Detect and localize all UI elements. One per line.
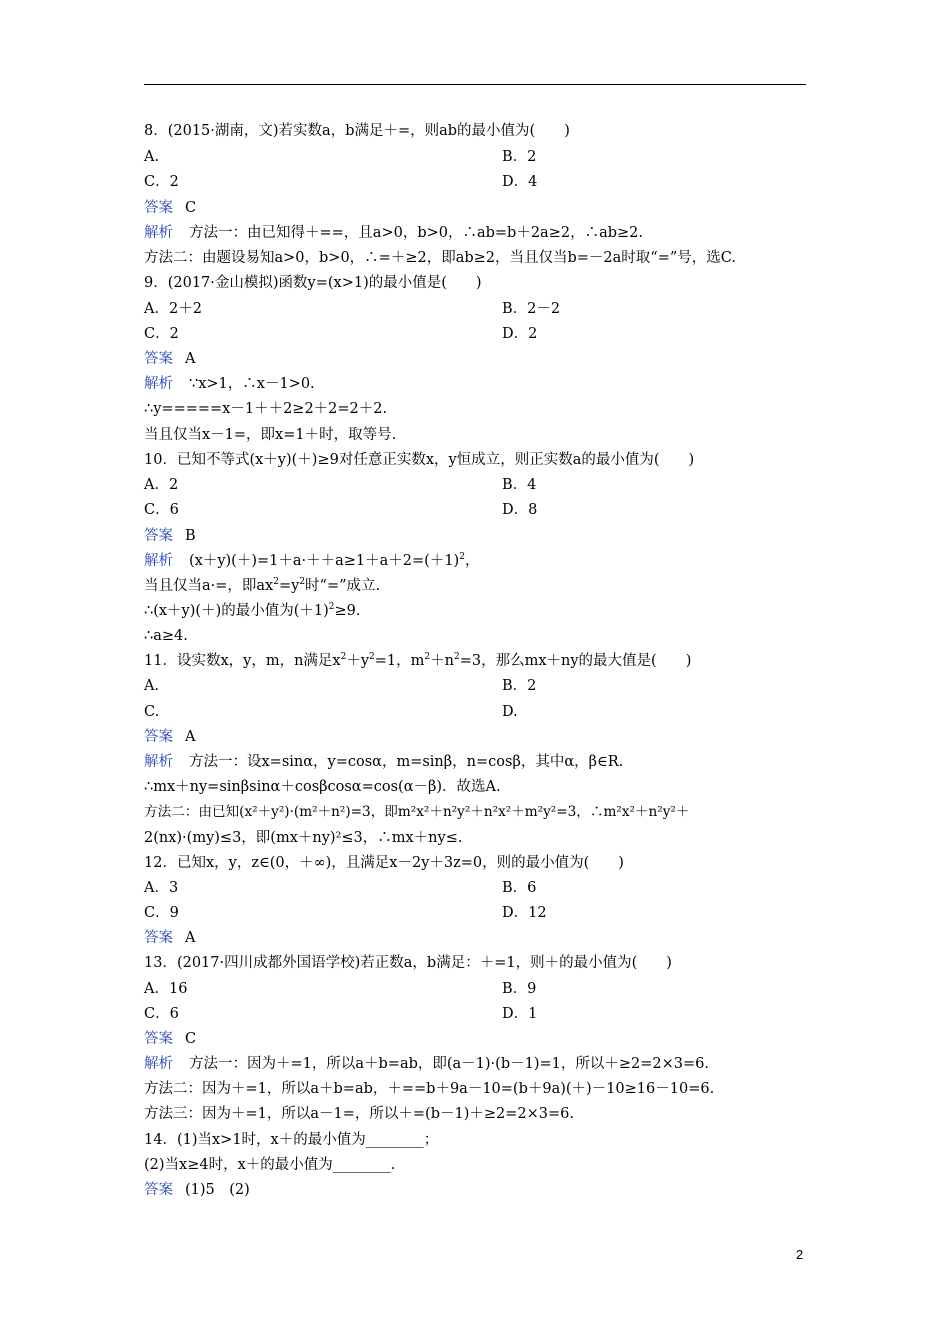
q9-option-b: B．2－2 bbox=[502, 301, 561, 317]
q10-analysis-1-end: ， bbox=[464, 553, 480, 569]
q11-stem-b: ＋y bbox=[346, 653, 370, 669]
q13-analysis-1: 方法一：因为＋=1，所以a＋b=ab，即(a－1)·(b－1)=1，所以＋≥2=2×3=6. bbox=[189, 1056, 709, 1072]
q14-line-1: 14．(1)当x>1时，x＋的最小值为________； bbox=[144, 1132, 439, 1148]
q13-answer: C bbox=[185, 1031, 197, 1047]
answer-label: 答案 bbox=[144, 1182, 173, 1198]
q10-answer: B bbox=[185, 528, 196, 544]
q11-analysis-line bbox=[144, 752, 623, 772]
superscript: 2 bbox=[459, 552, 465, 562]
q9-option-c: C．2 bbox=[144, 326, 179, 342]
q11-analysis-2: ∴mx＋ny=sinβsinα＋cosβcosα=cos(α－β)．故选A. bbox=[144, 779, 501, 795]
q8-option-c: C．2 bbox=[144, 174, 179, 190]
q10-answer-line bbox=[144, 526, 196, 546]
q14-answer-line bbox=[144, 1180, 250, 1200]
q9-analysis-1: ∵x>1，∴x－1>0. bbox=[189, 376, 315, 392]
q9-option-d: D．2 bbox=[502, 326, 538, 342]
q8-analysis-line bbox=[144, 223, 643, 243]
q12-option-b: B．6 bbox=[502, 880, 537, 896]
q11-option-c: C. bbox=[144, 704, 160, 720]
q9-analysis-line bbox=[144, 374, 315, 394]
superscript: 2 bbox=[340, 652, 347, 662]
q11-answer: A bbox=[185, 729, 196, 745]
q11-stem bbox=[144, 651, 691, 671]
q8-option-b: B．2 bbox=[502, 149, 537, 165]
q10-option-b: B．4 bbox=[502, 477, 537, 493]
q13-answer-line bbox=[144, 1029, 196, 1049]
superscript: 2 bbox=[424, 652, 431, 662]
answer-label: 答案 bbox=[144, 528, 173, 544]
analysis-label: 解析 bbox=[144, 754, 173, 770]
q10-stem: 10．已知不等式(x＋y)(＋)≥9对任意正实数x，y恒成立，则正实数a的最小值为( ) bbox=[144, 452, 695, 468]
superscript: 2 bbox=[328, 602, 335, 612]
q8-analysis-2: 方法二：由题设易知a>0，b>0，∴=＋≥2，即ab≥2，当且仅当b=－2a时取“=”号，选C. bbox=[144, 250, 736, 266]
q9-option-a: A．2＋2 bbox=[144, 301, 202, 317]
q10-option-a: A．2 bbox=[144, 477, 179, 493]
answer-label: 答案 bbox=[144, 1031, 173, 1047]
analysis-label: 解析 bbox=[144, 225, 173, 241]
analysis-label: 解析 bbox=[144, 553, 173, 569]
q10-analysis-3b: ≥9. bbox=[334, 603, 361, 619]
q11-analysis-3: 方法二：由已知(x²＋y²)·(m²＋n²)=3，即m²x²＋n²y²＋n²x²＋m²y²=3，∴m²x²＋n²y²＋ bbox=[144, 804, 690, 820]
q8-stem: 8．(2015·湖南，文)若实数a，b满足＋=，则ab的最小值为( ) bbox=[144, 123, 570, 139]
q12-answer-line bbox=[144, 928, 195, 948]
q11-analysis-1: 方法一：设x=sinα，y=cosα，m=sinβ，n=cosβ，其中α，β∈R. bbox=[189, 754, 624, 770]
q9-answer: A bbox=[185, 351, 196, 367]
q10-analysis-2a: 当且仅当a·=，即ax bbox=[144, 578, 274, 594]
q10-analysis-2 bbox=[144, 576, 380, 596]
q10-analysis-2b: =y bbox=[278, 578, 300, 594]
q10-analysis-line bbox=[144, 551, 479, 571]
q10-option-d: D．8 bbox=[502, 502, 538, 518]
answer-label: 答案 bbox=[144, 200, 173, 216]
q13-analysis-2: 方法二：因为＋=1，所以a＋b=ab，＋==b＋9a－10=(b＋9a)(＋)－10≥16－10=6. bbox=[144, 1081, 715, 1097]
header-rule bbox=[144, 84, 806, 85]
superscript: 2 bbox=[273, 577, 279, 587]
q9-analysis-2: ∴y=====x－1＋＋2≥2＋2=2＋2. bbox=[144, 401, 388, 417]
answer-label: 答案 bbox=[144, 729, 173, 745]
q11-analysis-4: 2(nx)·(my)≤3，即(mx＋ny)²≤3，∴mx＋ny≤. bbox=[144, 830, 463, 846]
q8-option-d: D．4 bbox=[502, 174, 538, 190]
q13-option-a: A．16 bbox=[144, 981, 188, 997]
q12-option-a: A．3 bbox=[144, 880, 179, 896]
q11-stem-c: =1，m bbox=[374, 653, 425, 669]
analysis-label: 解析 bbox=[144, 376, 173, 392]
superscript: 2 bbox=[369, 652, 375, 662]
q10-analysis-4: ∴a≥4. bbox=[144, 628, 188, 644]
q11-stem-a: 11．设实数x，y，m，n满足x bbox=[144, 653, 341, 669]
q13-stem: 13．(2017·四川成都外国语学校)若正数a，b满足：＋=1，则＋的最小值为( ) bbox=[144, 955, 672, 971]
superscript: 2 bbox=[299, 577, 306, 587]
q10-analysis-1: (x＋y)(＋)=1＋a·＋＋a≥1＋a＋2=(＋1) bbox=[189, 553, 460, 569]
analysis-label: 解析 bbox=[144, 1056, 173, 1072]
q11-option-d: D. bbox=[502, 704, 518, 720]
q9-analysis-3: 当且仅当x－1=，即x=1＋时，取等号. bbox=[144, 427, 397, 443]
answer-label: 答案 bbox=[144, 351, 173, 367]
q10-option-c: C．6 bbox=[144, 502, 179, 518]
q8-analysis-1: 方法一：由已知得＋==，且a>0，b>0，∴ab=b＋2a≥2，∴ab≥2. bbox=[189, 225, 643, 241]
q12-option-d: D．12 bbox=[502, 905, 547, 921]
q13-option-d: D．1 bbox=[502, 1006, 538, 1022]
q8-answer: C bbox=[185, 200, 197, 216]
q13-analysis-3: 方法三：因为＋=1，所以a－1=，所以＋=(b－1)＋≥2=2×3=6. bbox=[144, 1106, 574, 1122]
q9-answer-line bbox=[144, 349, 195, 369]
q12-option-c: C．9 bbox=[144, 905, 179, 921]
q11-answer-line bbox=[144, 727, 195, 747]
page-number: 2 bbox=[796, 1247, 804, 1262]
q8-option-a: A. bbox=[144, 149, 160, 165]
q13-option-b: B．9 bbox=[502, 981, 537, 997]
q13-analysis-line bbox=[144, 1054, 709, 1074]
q14-line-2: (2)当x≥4时，x＋的最小值为________. bbox=[144, 1157, 396, 1173]
answer-label: 答案 bbox=[144, 930, 173, 946]
q13-option-c: C．6 bbox=[144, 1006, 179, 1022]
q12-answer: A bbox=[185, 930, 196, 946]
q10-analysis-3a: ∴(x＋y)(＋)的最小值为(＋1) bbox=[144, 603, 329, 619]
q11-option-a: A. bbox=[144, 678, 160, 694]
q10-analysis-3 bbox=[144, 601, 360, 621]
q11-option-b: B．2 bbox=[502, 678, 537, 694]
q9-stem: 9．(2017·金山模拟)函数y=(x>1)的最小值是( ) bbox=[144, 275, 482, 291]
superscript: 2 bbox=[453, 652, 460, 662]
q11-stem-d: ＋n bbox=[430, 653, 454, 669]
q11-stem-e: =3，那么mx＋ny的最大值是( ) bbox=[459, 653, 692, 669]
q12-stem: 12．已知x，y，z∈(0，＋∞)，且满足x－2y＋3z=0，则的最小值为( ) bbox=[144, 855, 624, 871]
q14-answer: (1)5 (2) bbox=[185, 1182, 250, 1198]
q10-analysis-2c: 时“=”成立. bbox=[305, 578, 381, 594]
q8-answer-line bbox=[144, 198, 196, 218]
